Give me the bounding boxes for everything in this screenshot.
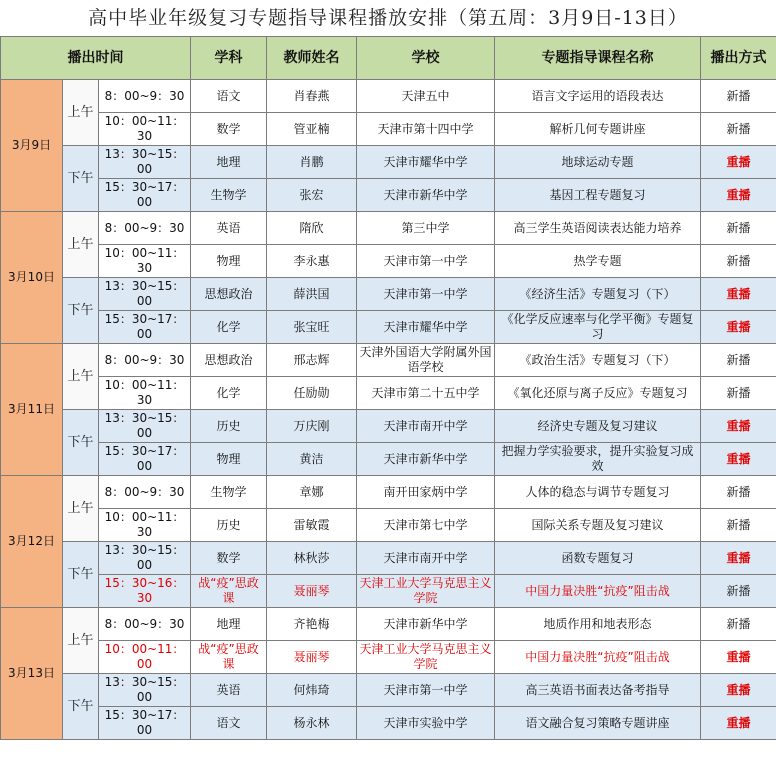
method-cell: 重播 xyxy=(701,311,776,344)
table-row xyxy=(1,80,776,113)
period-pm: 下午 xyxy=(63,410,99,476)
school-cell: 天津市耀华中学 xyxy=(357,311,495,344)
method-cell: 新播 xyxy=(701,608,776,641)
teacher-cell: 杨永林 xyxy=(267,707,357,740)
teacher-cell: 邢志辉 xyxy=(267,344,357,377)
period-am: 上午 xyxy=(63,476,99,542)
school-cell: 天津市第一中学 xyxy=(357,674,495,707)
subject-cell: 历史 xyxy=(191,410,267,443)
teacher-cell: 管亚楠 xyxy=(267,113,357,146)
table-row xyxy=(1,476,776,509)
method-cell: 新播 xyxy=(701,476,776,509)
teacher-cell: 聂丽琴 xyxy=(267,641,357,674)
method-cell: 新播 xyxy=(701,80,776,113)
method-cell: 新播 xyxy=(701,113,776,146)
teacher-cell: 张宏 xyxy=(267,179,357,212)
school-cell: 天津市第十四中学 xyxy=(357,113,495,146)
course-cell: 热学专题 xyxy=(495,245,701,278)
subject-cell: 生物学 xyxy=(191,179,267,212)
subject-cell: 英语 xyxy=(191,674,267,707)
time-cell: 15：30~17：00 xyxy=(99,443,191,476)
time-cell: 13：30~15：00 xyxy=(99,146,191,179)
time-cell: 8：00~9：30 xyxy=(99,344,191,377)
time-cell: 13：30~15：00 xyxy=(99,410,191,443)
course-cell: 把握力学实验要求，提升实验复习成效 xyxy=(495,443,701,476)
method-cell: 新播 xyxy=(701,509,776,542)
period-pm: 下午 xyxy=(63,146,99,212)
method-cell: 重播 xyxy=(701,707,776,740)
subject-cell: 地理 xyxy=(191,608,267,641)
table-row xyxy=(1,344,776,377)
teacher-cell: 林秋莎 xyxy=(267,542,357,575)
table-row xyxy=(1,278,776,311)
subject-cell: 数学 xyxy=(191,113,267,146)
school-cell: 天津市第一中学 xyxy=(357,245,495,278)
course-cell: 高三英语书面表达备考指导 xyxy=(495,674,701,707)
school-cell: 天津工业大学马克思主义学院 xyxy=(357,575,495,608)
subject-cell: 语文 xyxy=(191,80,267,113)
teacher-cell: 章娜 xyxy=(267,476,357,509)
school-cell: 天津市第一中学 xyxy=(357,278,495,311)
method-cell: 重播 xyxy=(701,278,776,311)
teacher-cell: 万庆刚 xyxy=(267,410,357,443)
period-am: 上午 xyxy=(63,212,99,278)
teacher-cell: 任励勋 xyxy=(267,377,357,410)
time-cell: 15：30~17：00 xyxy=(99,179,191,212)
teacher-cell: 薛洪国 xyxy=(267,278,357,311)
time-cell: 13：30~15：00 xyxy=(99,278,191,311)
time-cell: 8：00~9：30 xyxy=(99,608,191,641)
period-pm: 下午 xyxy=(63,674,99,740)
school-cell: 天津市新华中学 xyxy=(357,443,495,476)
table-row xyxy=(1,113,776,146)
header-row xyxy=(1,37,776,80)
time-cell: 13：30~15：00 xyxy=(99,674,191,707)
course-cell: 《政治生活》专题复习（下） xyxy=(495,344,701,377)
date-cell: 3月12日 xyxy=(1,476,63,608)
school-cell: 第三中学 xyxy=(357,212,495,245)
course-cell: 经济史专题及复习建议 xyxy=(495,410,701,443)
table-row xyxy=(1,641,776,674)
table-row xyxy=(1,245,776,278)
subject-cell: 生物学 xyxy=(191,476,267,509)
date-cell: 3月11日 xyxy=(1,344,63,476)
time-cell: 13：30~15：00 xyxy=(99,542,191,575)
header-subject: 学科 xyxy=(191,37,267,80)
method-cell: 新播 xyxy=(701,344,776,377)
method-cell: 重播 xyxy=(701,443,776,476)
table-row xyxy=(1,146,776,179)
course-cell: 高三学生英语阅读表达能力培养 xyxy=(495,212,701,245)
school-cell: 天津工业大学马克思主义学院 xyxy=(357,641,495,674)
period-pm: 下午 xyxy=(63,542,99,608)
table-row xyxy=(1,509,776,542)
teacher-cell: 隋欣 xyxy=(267,212,357,245)
teacher-cell: 李永惠 xyxy=(267,245,357,278)
teacher-cell: 肖鹏 xyxy=(267,146,357,179)
method-cell: 重播 xyxy=(701,674,776,707)
teacher-cell: 聂丽琴 xyxy=(267,575,357,608)
course-cell: 国际关系专题及复习建议 xyxy=(495,509,701,542)
teacher-cell: 张宝旺 xyxy=(267,311,357,344)
time-cell: 10：00~11：30 xyxy=(99,509,191,542)
table-row xyxy=(1,542,776,575)
school-cell: 天津市南开中学 xyxy=(357,542,495,575)
school-cell: 天津市南开中学 xyxy=(357,410,495,443)
school-cell: 天津市新华中学 xyxy=(357,608,495,641)
period-am: 上午 xyxy=(63,344,99,410)
time-cell: 8：00~9：30 xyxy=(99,476,191,509)
course-cell: 中国力量决胜“抗疫”阻击战 xyxy=(495,641,701,674)
subject-cell: 物理 xyxy=(191,245,267,278)
table-row xyxy=(1,674,776,707)
school-cell: 天津市耀华中学 xyxy=(357,146,495,179)
method-cell: 重播 xyxy=(701,641,776,674)
teacher-cell: 齐艳梅 xyxy=(267,608,357,641)
header-teacher: 教师姓名 xyxy=(267,37,357,80)
subject-cell: 物理 xyxy=(191,443,267,476)
teacher-cell: 肖春燕 xyxy=(267,80,357,113)
table-row xyxy=(1,443,776,476)
subject-cell: 思想政治 xyxy=(191,278,267,311)
subject-cell: 战“疫”思政课 xyxy=(191,575,267,608)
course-cell: 《化学反应速率与化学平衡》专题复习 xyxy=(495,311,701,344)
schedule-body xyxy=(1,80,776,740)
period-pm: 下午 xyxy=(63,278,99,344)
table-row xyxy=(1,410,776,443)
school-cell: 天津市新华中学 xyxy=(357,179,495,212)
table-row xyxy=(1,179,776,212)
method-cell: 重播 xyxy=(701,410,776,443)
header-course: 专题指导课程名称 xyxy=(495,37,701,80)
time-cell: 10：00~11：30 xyxy=(99,245,191,278)
subject-cell: 英语 xyxy=(191,212,267,245)
period-am: 上午 xyxy=(63,608,99,674)
time-cell: 15：30~17：00 xyxy=(99,707,191,740)
subject-cell: 数学 xyxy=(191,542,267,575)
method-cell: 重播 xyxy=(701,179,776,212)
period-am: 上午 xyxy=(63,80,99,146)
time-cell: 8：00~9：30 xyxy=(99,212,191,245)
subject-cell: 思想政治 xyxy=(191,344,267,377)
header-method: 播出方式 xyxy=(701,37,776,80)
school-cell: 南开田家炳中学 xyxy=(357,476,495,509)
method-cell: 新播 xyxy=(701,212,776,245)
table-row xyxy=(1,575,776,608)
table-row xyxy=(1,212,776,245)
subject-cell: 语文 xyxy=(191,707,267,740)
course-cell: 人体的稳态与调节专题复习 xyxy=(495,476,701,509)
method-cell: 重播 xyxy=(701,146,776,179)
course-cell: 语文融合复习策略专题讲座 xyxy=(495,707,701,740)
method-cell: 新播 xyxy=(701,245,776,278)
course-cell: 地质作用和地表形态 xyxy=(495,608,701,641)
table-row xyxy=(1,377,776,410)
course-cell: 函数专题复习 xyxy=(495,542,701,575)
course-cell: 《经济生活》专题复习（下） xyxy=(495,278,701,311)
method-cell: 重播 xyxy=(701,542,776,575)
school-cell: 天津五中 xyxy=(357,80,495,113)
method-cell: 新播 xyxy=(701,377,776,410)
time-cell: 10：00~11：00 xyxy=(99,641,191,674)
subject-cell: 历史 xyxy=(191,509,267,542)
time-cell: 8：00~9：30 xyxy=(99,80,191,113)
teacher-cell: 雷敏霞 xyxy=(267,509,357,542)
course-cell: 地球运动专题 xyxy=(495,146,701,179)
schedule-table xyxy=(0,36,776,740)
teacher-cell: 何炜琦 xyxy=(267,674,357,707)
time-cell: 15：30~16：30 xyxy=(99,575,191,608)
subject-cell: 地理 xyxy=(191,146,267,179)
table-row xyxy=(1,707,776,740)
header-school: 学校 xyxy=(357,37,495,80)
subject-cell: 战“疫”思政课 xyxy=(191,641,267,674)
subject-cell: 化学 xyxy=(191,377,267,410)
time-cell: 10：00~11：30 xyxy=(99,113,191,146)
date-cell: 3月10日 xyxy=(1,212,63,344)
course-cell: 基因工程专题复习 xyxy=(495,179,701,212)
date-cell: 3月9日 xyxy=(1,80,63,212)
time-cell: 15：30~17：00 xyxy=(99,311,191,344)
course-cell: 解析几何专题讲座 xyxy=(495,113,701,146)
subject-cell: 化学 xyxy=(191,311,267,344)
time-cell: 10：00~11：30 xyxy=(99,377,191,410)
course-cell: 《氧化还原与离子反应》专题复习 xyxy=(495,377,701,410)
school-cell: 天津市第七中学 xyxy=(357,509,495,542)
school-cell: 天津市实验中学 xyxy=(357,707,495,740)
course-cell: 语言文字运用的语段表达 xyxy=(495,80,701,113)
page-title: 高中毕业年级复习专题指导课程播放安排（第五周：3月9日-13日） xyxy=(88,7,688,29)
table-row xyxy=(1,608,776,641)
course-cell: 中国力量决胜“抗疫”阻击战 xyxy=(495,575,701,608)
school-cell: 天津外国语大学附属外国语学校 xyxy=(357,344,495,377)
school-cell: 天津市第二十五中学 xyxy=(357,377,495,410)
header-time: 播出时间 xyxy=(1,37,191,80)
date-cell: 3月13日 xyxy=(1,608,63,740)
table-row xyxy=(1,311,776,344)
teacher-cell: 黄洁 xyxy=(267,443,357,476)
method-cell: 新播 xyxy=(701,575,776,608)
